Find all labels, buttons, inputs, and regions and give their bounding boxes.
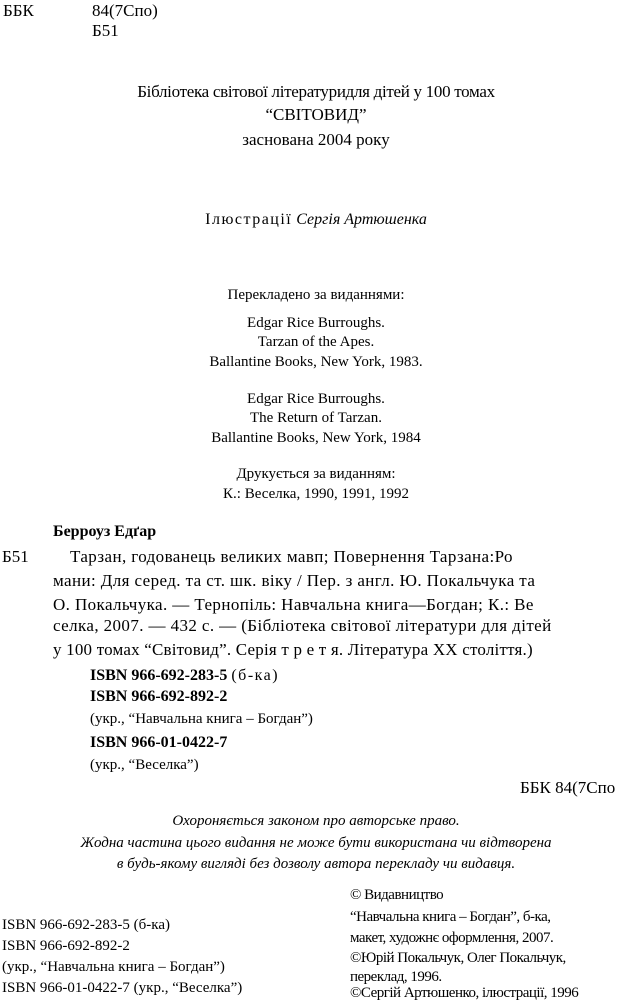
illustrations-credit	[0, 212, 632, 228]
catalog-mark: Б51	[2, 547, 29, 566]
catalog-line-5: у 100 томах “Світовид”. Серія т р е т я. Література XX століття.)	[53, 640, 533, 659]
footer-copyright-5: переклад, 1996.	[350, 969, 442, 985]
footer-isbn-1: ISBN 966-692-283-5 (б-ка)	[2, 917, 170, 933]
footer-isbn-2-note: (укр., “Навчальна книга – Богдан”)	[2, 959, 225, 975]
printed-heading: Друкується за виданням:	[236, 466, 396, 482]
catalog-author: Берроуз Едґар	[53, 523, 157, 540]
copyright-notice-3: в будь-якому вигляді без дозволу автора перекладу чи видавця.	[116, 856, 516, 872]
footer-isbn-2: ISBN 966-692-892-2	[2, 938, 130, 954]
footer-copyright-2: “Навчальна книга – Богдан”, б-ка,	[350, 909, 551, 925]
catalog-isbn-1-number: ISBN 966-692-283-5	[90, 667, 228, 684]
edition1-title: Tarzan of the Apes.	[257, 334, 375, 350]
series-line-1: Бібліотека світової літературидля дітей у 100 томах	[137, 82, 495, 101]
bbk-code: 84(7Спо)	[92, 1, 158, 20]
edition2-title: The Return of Tarzan.	[250, 410, 382, 426]
catalog-isbn-1-note: (б-ка)	[231, 667, 280, 684]
printed-source: К.: Веселка, 1990, 1991, 1992	[223, 486, 409, 502]
edition1-author: Edgar Rice Burroughs.	[247, 315, 385, 331]
edition2-publisher: Ballantine Books, New York, 1984	[211, 430, 421, 446]
catalog-line-1: Тарзан, годованець великих мавп; Повернення Тарзана:Ро	[70, 547, 513, 566]
footer-copyright-3: макет, художнє оформлення, 2007.	[350, 930, 554, 946]
bbk-label: ББК	[3, 1, 34, 20]
catalog-bbk: ББК 84(7Спо	[520, 778, 616, 797]
translated-heading: Перекладено за виданнями:	[227, 287, 405, 303]
catalog-isbn-3: ISBN 966-01-0422-7	[90, 734, 228, 751]
catalog-isbn-2-note: (укр., “Навчальна книга – Богдан”)	[90, 711, 313, 727]
footer-copyright-4: ©Юрій Покальчук, Олег Покальчук,	[350, 950, 566, 966]
catalog-line-4: селка, 2007. — 432 с. — (Бібліотека світової літератури для дітей	[53, 616, 552, 635]
edition1-publisher: Ballantine Books, New York, 1983.	[209, 354, 423, 370]
catalog-isbn-2: ISBN 966-692-892-2	[90, 688, 228, 705]
author-mark: Б51	[92, 21, 119, 40]
edition2-author: Edgar Rice Burroughs.	[247, 391, 385, 407]
illustrations-artist: Сергія Артюшенка	[296, 211, 427, 228]
footer-isbn-3: ISBN 966-01-0422-7 (укр., “Веселка”)	[2, 980, 243, 996]
catalog-line-3: О. Покальчука. — Тернопіль: Навчальна книга—Богдан; К.: Ве	[53, 595, 534, 614]
series-founded: заснована 2004 року	[242, 130, 390, 149]
copyright-notice-1: Охороняється законом про авторське право.	[172, 813, 460, 829]
series-title: “СВІТОВИД”	[265, 105, 367, 124]
catalog-line-2: мани: Для серед. та ст. шк. віку / Пер. з англ. Ю. Покальчука та	[53, 571, 536, 590]
illustrations-label: Ілюстрації	[205, 211, 293, 228]
catalog-isbn-1	[90, 668, 279, 684]
footer-copyright-6: ©Сергій Артюшенко, ілюстрації, 1996	[350, 985, 579, 1001]
copyright-notice-2: Жодна частина цього видання не може бути використана чи відтворена	[80, 835, 552, 851]
catalog-isbn-3-note: (укр., “Веселка”)	[90, 757, 199, 773]
footer-copyright-1: © Видавництво	[350, 887, 444, 903]
